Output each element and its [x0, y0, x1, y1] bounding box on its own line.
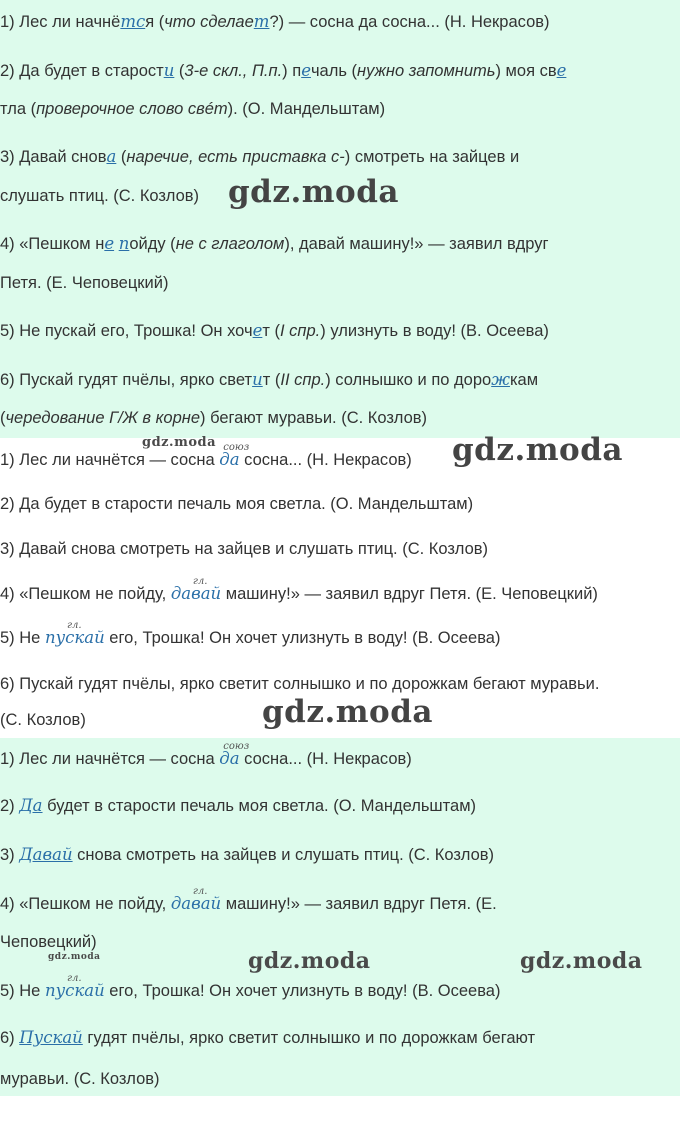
sentence-5: 5) Не пускай его, Трошка! Он хочет (I спр.) улизнуть в воду! (В. Осеева)	[0, 321, 549, 340]
sentence-3: 3) Давай снова смотреть на зайцев и слушать птиц. (С. Козлов)	[0, 540, 489, 558]
answer-block-3	[0, 738, 680, 1096]
parsed-word: давай	[170, 584, 222, 603]
sentence-1: 1) Лес ли начнётся — сосна союз да сосна... (Н. Некрасов)	[0, 450, 412, 470]
parsed-word: да	[219, 749, 240, 768]
watermark: gdz.moda	[142, 435, 217, 450]
watermark: gdz.moda	[248, 948, 371, 974]
sentence-3: 3) Давай снова смотреть на зайцев и слушать птиц. (С. Козлов)	[0, 845, 495, 864]
watermark: gdz.moda	[262, 694, 433, 730]
sentence-6-cont: (С. Козлов)	[0, 711, 86, 729]
parsed-word: Пускай	[19, 1028, 83, 1047]
sentence-3-cont: слушать птиц. (С. Козлов)	[0, 187, 200, 205]
parsed-word: пускай	[44, 628, 105, 647]
watermark: gdz.moda	[452, 432, 623, 468]
sentence-4: 4) «Пешком не пойду (не с глаголом), давай машину!» — заявил вдруг	[0, 234, 549, 253]
annotation-label: союз	[223, 741, 250, 752]
sentence-2-cont: тла (проверочное слово свéт). (О. Мандельштам)	[0, 100, 386, 118]
sentence-1: 1) Лес ли начнётся — сосна союз да сосна... (Н. Некрасов)	[0, 749, 412, 769]
sentence-3: 3) Давай снова (наречие, есть приставка с-) смотреть на зайцев и	[0, 147, 520, 166]
sentence-6: 6) Пускай гудят пчёлы, ярко светит солнышко и по дорожкам бегают	[0, 1028, 536, 1047]
sentence-6: 6) Пускай гудят пчёлы, ярко светит (II спр.) солнышко и по дорожкам	[0, 370, 539, 389]
annotation-label: гл.	[66, 973, 82, 984]
parsed-word: Давай	[19, 845, 73, 864]
sentence-5: 5) Не гл. пускай его, Трошка! Он хочет улизнуть в воду! (В. Осеева)	[0, 981, 500, 1001]
parsed-word: да	[219, 450, 240, 469]
watermark: gdz.moda	[520, 948, 643, 974]
answer-block-1	[0, 0, 680, 438]
sentence-2: 2) Да будет в старости печаль моя светла. (О. Мандельштам)	[0, 796, 477, 815]
sentence-5: 5) Не гл. пускай его, Трошка! Он хочет улизнуть в воду! (В. Осеева)	[0, 628, 500, 648]
sentence-2: 2) Да будет в старости (3-е скл., П.п.) печаль (нужно запомнить) моя све	[0, 61, 567, 80]
sentence-6-cont: (чередование Г/Ж в корне) бегают муравьи. (С. Козлов)	[0, 409, 428, 427]
sentence-4-cont: Петя. (Е. Чеповецкий)	[0, 274, 169, 292]
parsed-word: давай	[170, 894, 222, 913]
sentence-4: 4) «Пешком не пойду, гл. давай машину!» — заявил вдруг Петя. (Е.	[0, 894, 497, 914]
sentence-6: 6) Пускай гудят пчёлы, ярко светит солнышко и по дорожкам бегают муравьи.	[0, 675, 600, 693]
sentence-6-cont: муравьи. (С. Козлов)	[0, 1070, 160, 1088]
annotation-label: гл.	[192, 576, 208, 587]
answer-block-2	[0, 432, 680, 738]
parsed-word: пускай	[44, 981, 105, 1000]
watermark: gdz.moda	[48, 952, 101, 962]
sentence-1: 1) Лес ли начнётся (что сделает?) — сосна да сосна... (Н. Некрасов)	[0, 12, 550, 31]
parsed-word: Да	[19, 796, 43, 815]
annotation-label: гл.	[192, 886, 208, 897]
sentence-4: 4) «Пешком не пойду, гл. давай машину!» — заявил вдруг Петя. (Е. Чеповецкий)	[0, 584, 598, 604]
sentence-4-cont: Чеповецкий)	[0, 933, 97, 951]
annotation-label: союз	[223, 442, 250, 453]
annotation-label: гл.	[66, 620, 82, 631]
watermark: gdz.moda	[228, 174, 399, 210]
sentence-2: 2) Да будет в старости печаль моя светла. (О. Мандельштам)	[0, 495, 474, 513]
